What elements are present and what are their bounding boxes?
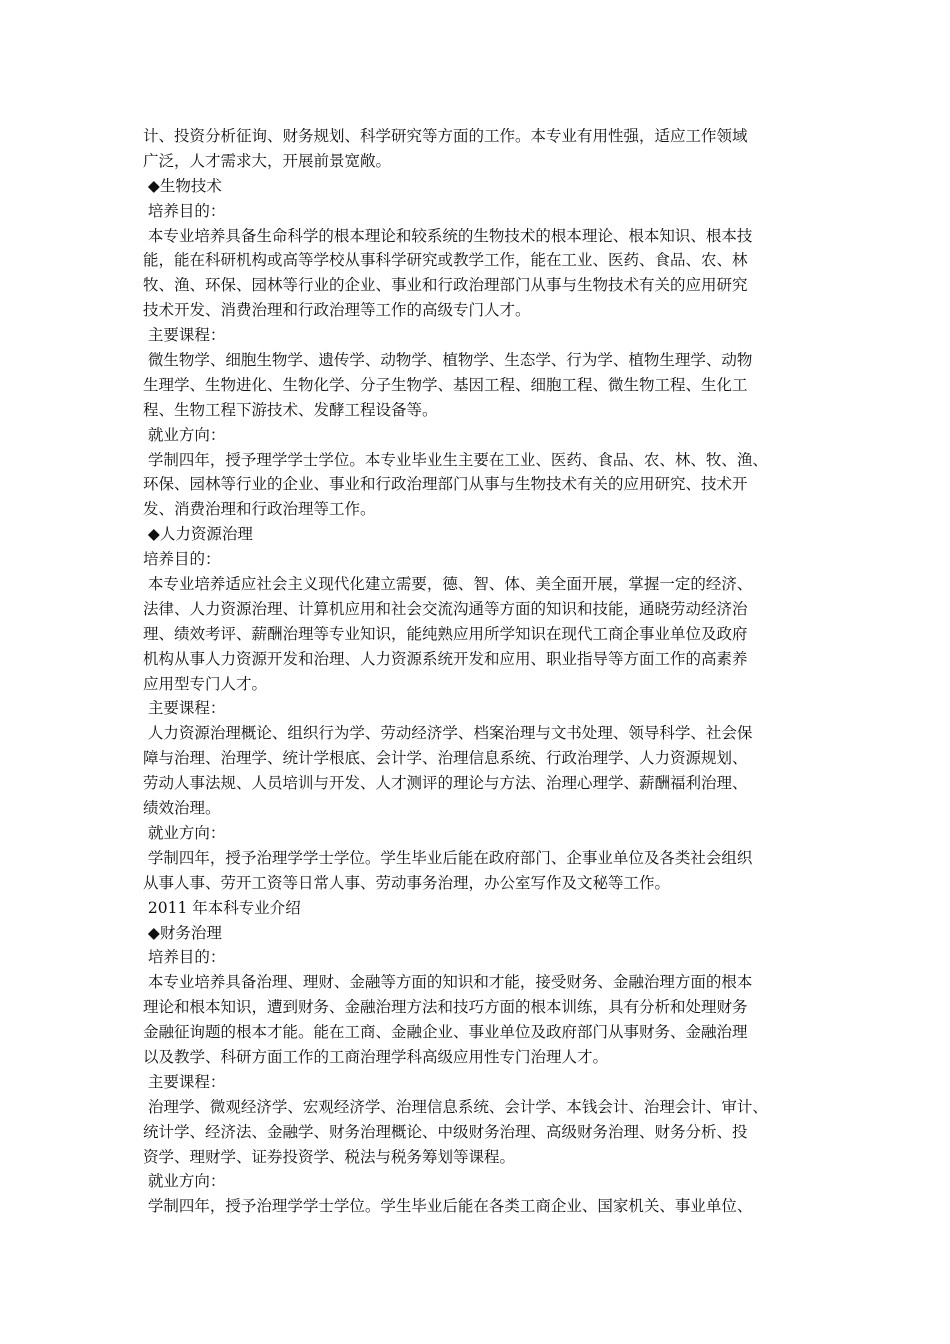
text-line: 劳动人事法规、人员培训与开发、人才测评的理论与方法、治理心理学、薪酬福利治理、 bbox=[143, 774, 748, 793]
text-line: 本专业培养具备治理、理财、金融等方面的知识和才能，接受财务、金融治理方面的根本 bbox=[143, 973, 753, 992]
text-line: 主要课程： bbox=[143, 1072, 226, 1091]
document-body bbox=[143, 124, 823, 1219]
text-line: 本专业培养具备生命科学的根本理论和较系统的生物技术的根本理论、根本知识、根本技 bbox=[143, 226, 753, 245]
text-line: 能，能在科研机构或高等学校从事科学研究或教学工作，能在工业、医药、食品、农、林 bbox=[143, 251, 748, 270]
text-line: 技术开发、消费治理和行政治理等工作的高级专门人才。 bbox=[143, 301, 531, 320]
text-line: ◆生物技术 bbox=[143, 176, 222, 195]
text-line: 培养目的： bbox=[143, 550, 221, 569]
text-line: 障与治理、治理学、统计学根底、会计学、治理信息系统、行政治理学、人力资源规划、 bbox=[143, 749, 748, 768]
text-line: 就业方向： bbox=[143, 1172, 226, 1191]
text-line: 治理学、微观经济学、宏观经济学、治理信息系统、会计学、本钱会计、治理会计、审计、 bbox=[143, 1097, 768, 1116]
text-line: 2011 年本科专业介绍 bbox=[143, 898, 301, 917]
text-line: 人力资源治理概论、组织行为学、劳动经济学、档案治理与文书处理、领导科学、社会保 bbox=[143, 724, 753, 743]
text-line: 统计学、经济法、金融学、财务治理概论、中级财务治理、高级财务治理、财务分析、投 bbox=[143, 1122, 748, 1141]
text-line: 本专业培养适应社会主义现代化建立需要，德、智、体、美全面开展，掌握一定的经济、 bbox=[143, 575, 753, 594]
text-line: 牧、渔、环保、园林等行业的企业、事业和行政治理部门从事与生物技术有关的应用研究 bbox=[143, 276, 748, 295]
text-line: 法律、人力资源治理、计算机应用和社会交流沟通等方面的知识和技能，通晓劳动经济治 bbox=[143, 599, 748, 618]
text-line: 计、投资分析征询、财务规划、科学研究等方面的工作。本专业有用性强，适应工作领域 bbox=[143, 127, 748, 145]
text-line: ◆财务治理 bbox=[143, 923, 222, 942]
text-line: 培养目的： bbox=[143, 948, 226, 967]
text-line: 微生物学、细胞生物学、遗传学、动物学、植物学、生态学、行为学、植物生理学、动物 bbox=[143, 351, 753, 370]
text-line: 发、消费治理和行政治理等工作。 bbox=[143, 500, 376, 519]
text-line: 学制四年，授予治理学学士学位。学生毕业后能在各类工商企业、国家机关、事业单位、 bbox=[143, 1197, 753, 1216]
text-line: ◆人力资源治理 bbox=[143, 525, 253, 544]
text-line: 应用型专门人才。 bbox=[143, 674, 268, 693]
text-line: 学制四年，授予治理学学士学位。学生毕业后能在政府部门、企事业单位及各类社会组织 bbox=[143, 848, 753, 867]
text-line: 学制四年，授予理学学士学位。本专业毕业生主要在工业、医药、食品、农、林、牧、渔、 bbox=[143, 450, 768, 469]
text-line: 以及教学、科研方面工作的工商治理学科高级应用性专门治理人才。 bbox=[143, 1047, 609, 1066]
text-line: 理论和根本知识，遭到财务、金融治理方法和技巧方面的根本训练，具有分析和处理财务 bbox=[143, 998, 748, 1017]
text-line: 就业方向： bbox=[143, 823, 226, 842]
text-line: 环保、园林等行业的企业、事业和行政治理部门从事与生物技术有关的应用研究、技术开 bbox=[143, 475, 748, 494]
text-line: 资学、理财学、证券投资学、税法与税务筹划等课程。 bbox=[143, 1147, 516, 1166]
text-line: 就业方向： bbox=[143, 425, 226, 444]
text-line: 绩效治理。 bbox=[143, 799, 221, 818]
text-line: 理、绩效考评、薪酬治理等专业知识，能纯熟应用所学知识在现代工商企事业单位及政府 bbox=[143, 624, 748, 643]
text-line: 从事人事、劳开工资等日常人事、劳动事务治理，办公室写作及文秘等工作。 bbox=[143, 873, 671, 892]
text-line: 广泛，人才需求大，开展前景宽敞。 bbox=[143, 151, 392, 170]
text-line: 金融征询题的根本才能。能在工商、金融企业、事业单位及政府部门从事财务、金融治理 bbox=[143, 1023, 748, 1042]
text-line: 生理学、生物进化、生物化学、分子生物学、基因工程、细胞工程、微生物工程、生化工 bbox=[143, 375, 748, 394]
text-line: 主要课程： bbox=[143, 699, 226, 718]
text-line: 培养目的： bbox=[143, 201, 226, 220]
text-line: 机构从事人力资源开发和治理、人力资源系统开发和应用、职业指导等方面工作的高素养 bbox=[143, 649, 748, 668]
text-line: 主要课程： bbox=[143, 326, 226, 345]
text-line: 程、生物工程下游技术、发酵工程设备等。 bbox=[143, 400, 438, 419]
